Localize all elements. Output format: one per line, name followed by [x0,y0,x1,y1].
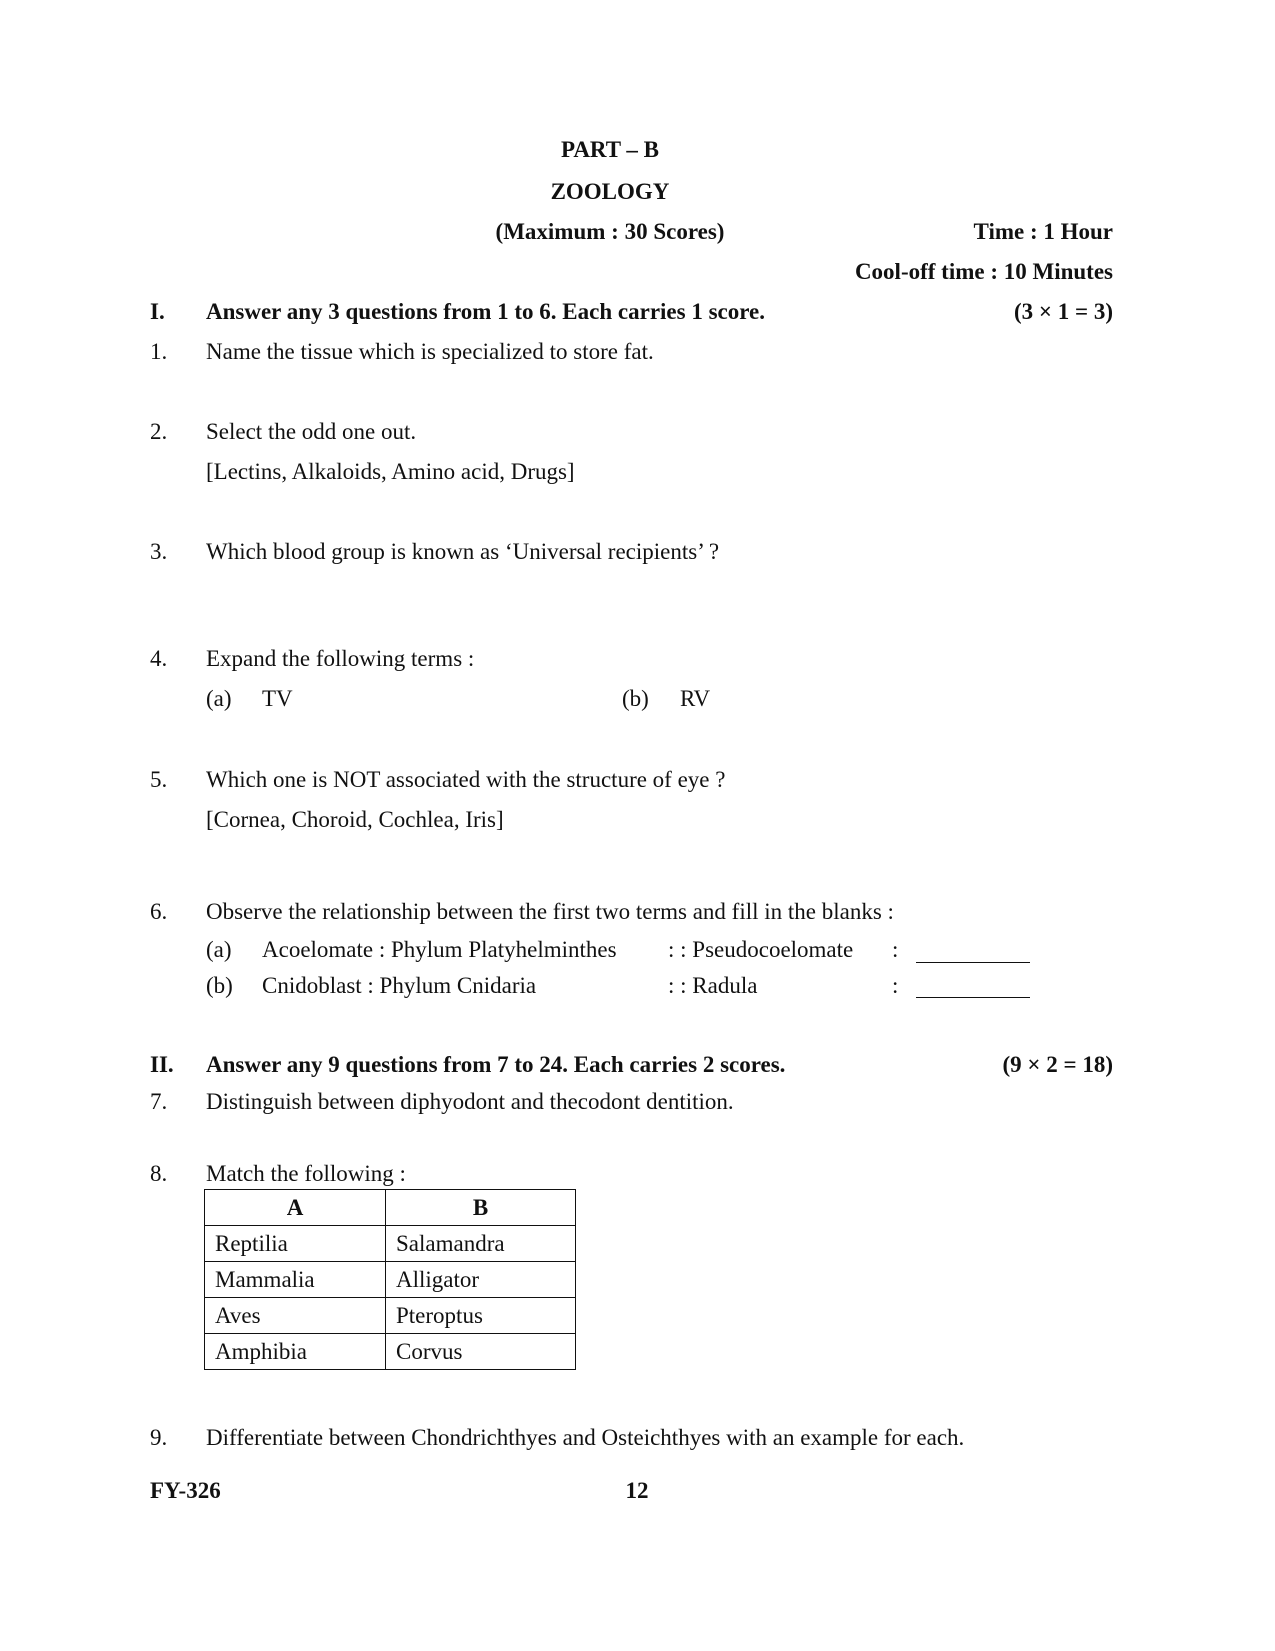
table-cell: Amphibia [205,1334,386,1370]
question-text: Which one is NOT associated with the structure of eye ? [206,767,726,792]
table-cell: Aves [205,1298,386,1334]
question-text: Expand the following terms : [206,646,475,671]
paper-code: FY-326 [150,1478,221,1503]
sub-label: (b) [622,686,649,711]
question-text: Which blood group is known as ‘Universal recipients’ ? [206,539,720,564]
time-info: Time : 1 Hour [973,219,1113,244]
subject-heading: ZOOLOGY [550,179,670,204]
question-text: Distinguish between diphyodont and thecodont dentition. [206,1089,734,1114]
section-1-score: (3 × 1 = 3) [1013,299,1113,324]
question-options: [Lectins, Alkaloids, Amino acid, Drugs] [206,459,575,484]
analogy-colon: : [892,937,899,962]
question-number: 5. [150,767,168,792]
part-heading: PART – B [560,137,660,162]
sub-text: RV [680,686,711,711]
section-2-instruction: Answer any 9 questions from 7 to 24. Each carries 2 scores. [206,1052,786,1077]
question-text: Select the odd one out. [206,419,417,444]
table-row [205,1226,576,1262]
table-row [205,1262,576,1298]
question-number: 6. [150,899,168,924]
question-text: Name the tissue which is specialized to store fat. [206,339,654,364]
section-2-numeral: II. [150,1052,174,1077]
question-text: Match the following : [206,1161,406,1186]
table-row [205,1334,576,1370]
section-2-score: (9 × 2 = 18) [1002,1052,1113,1077]
table-cell: Corvus [386,1334,576,1370]
table-cell: Alligator [386,1262,576,1298]
section-1-numeral: I. [150,299,165,324]
match-table [204,1189,576,1370]
question-number: 2. [150,419,168,444]
table-cell: Pteroptus [386,1298,576,1334]
question-number: 9. [150,1425,168,1450]
answer-blank[interactable] [916,997,1030,998]
sub-label: (a) [206,686,232,711]
column-header-b: B [386,1190,576,1226]
section-1-instruction: Answer any 3 questions from 1 to 6. Each carries 1 score. [206,299,765,324]
answer-blank[interactable] [916,962,1030,963]
question-number: 4. [150,646,168,671]
sub-label: (a) [206,937,232,962]
cooloff-info: Cool-off time : 10 Minutes [854,259,1113,284]
table-cell: Mammalia [205,1262,386,1298]
analogy-second: : : Pseudocoelomate [668,937,854,962]
sub-label: (b) [206,973,233,998]
page-number: 12 [625,1478,649,1503]
question-options: [Cornea, Choroid, Cochlea, Iris] [206,807,504,832]
question-number: 8. [150,1161,168,1186]
question-text: Differentiate between Chondrichthyes and Osteichthyes with an example for each. [206,1425,965,1450]
analogy-first: Cnidoblast : Phylum Cnidaria [262,973,537,998]
max-scores: (Maximum : 30 Scores) [495,219,725,244]
analogy-second: : : Radula [668,973,758,998]
table-cell: Salamandra [386,1226,576,1262]
analogy-colon: : [892,973,899,998]
question-number: 7. [150,1089,168,1114]
analogy-first: Acoelomate : Phylum Platyhelminthes [262,937,617,962]
table-cell: Reptilia [205,1226,386,1262]
question-number: 3. [150,539,168,564]
table-header-row [205,1190,576,1226]
column-header-a: A [205,1190,386,1226]
table-row [205,1298,576,1334]
question-number: 1. [150,339,168,364]
question-text: Observe the relationship between the first two terms and fill in the blanks : [206,899,894,924]
sub-text: TV [262,686,293,711]
